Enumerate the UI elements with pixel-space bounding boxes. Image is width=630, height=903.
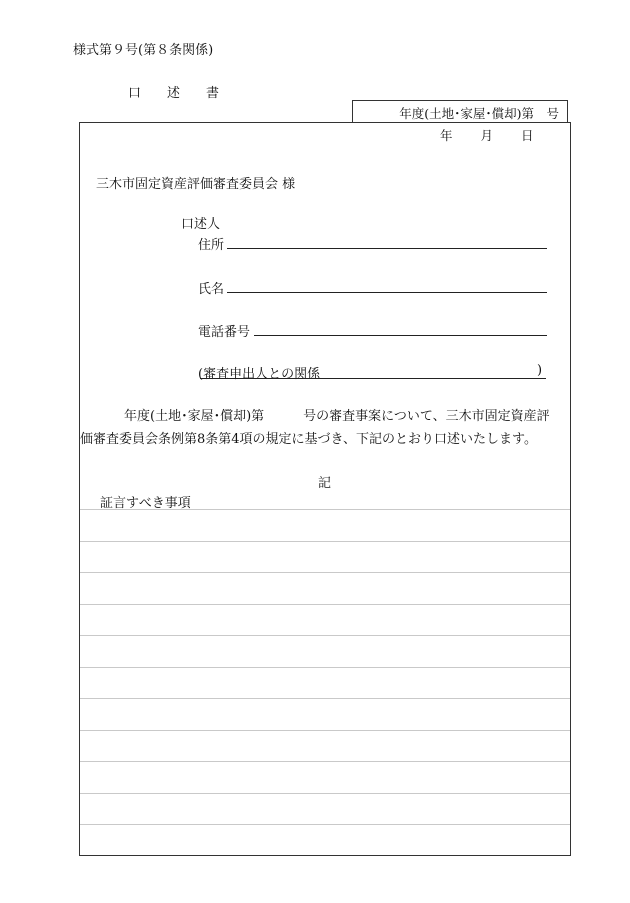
- statement-line-2: 価審査委員会条例第8条第4項の規定に基づき、下記のとおり口述いたします。: [80, 432, 537, 447]
- testimony-ruled-line[interactable]: [80, 604, 570, 605]
- addressee: 三木市固定資産評価審査委員会 様: [96, 177, 296, 192]
- address-label: 住所: [198, 238, 225, 253]
- name-label: 氏名: [198, 282, 225, 297]
- testimony-ruled-line[interactable]: [80, 572, 570, 573]
- testimony-ruled-line[interactable]: [80, 730, 570, 731]
- statement-line-1: 年度(土地･家屋･償却)第 号の審査事案について、三木市固定資産評: [124, 409, 550, 424]
- ki-heading: 記: [318, 476, 332, 491]
- case-number-text: 年度(土地･家屋･償却)第 号: [399, 106, 559, 121]
- relation-field[interactable]: [200, 378, 546, 379]
- deponent-heading: 口述人: [181, 217, 221, 232]
- phone-field[interactable]: [254, 335, 547, 336]
- document-title: 口述書: [128, 86, 246, 101]
- form-number-label: 様式第９号(第８条関係): [73, 43, 214, 58]
- phone-label: 電話番号: [198, 325, 251, 340]
- name-field[interactable]: [227, 292, 547, 293]
- date-month-label: 月: [480, 128, 494, 143]
- testimony-ruled-line[interactable]: [80, 541, 570, 542]
- case-number-box: [352, 100, 568, 122]
- testimony-ruled-line[interactable]: [80, 824, 570, 825]
- date-field[interactable]: [440, 126, 534, 144]
- date-day-label: 日: [521, 128, 534, 143]
- testimony-ruled-line[interactable]: [80, 667, 570, 668]
- testimony-ruled-line[interactable]: [80, 698, 570, 699]
- testimony-ruled-line[interactable]: [80, 793, 570, 794]
- date-year-label: 年: [440, 128, 453, 143]
- testimony-ruled-line[interactable]: [80, 509, 570, 510]
- testimony-ruled-line[interactable]: [80, 635, 570, 636]
- testimony-ruled-line[interactable]: [80, 761, 570, 762]
- testimony-label: 証言すべき事項: [100, 496, 191, 511]
- relation-label: (審査申出人との関係: [198, 367, 321, 382]
- relation-close-paren: ): [537, 363, 543, 378]
- address-field[interactable]: [227, 248, 547, 249]
